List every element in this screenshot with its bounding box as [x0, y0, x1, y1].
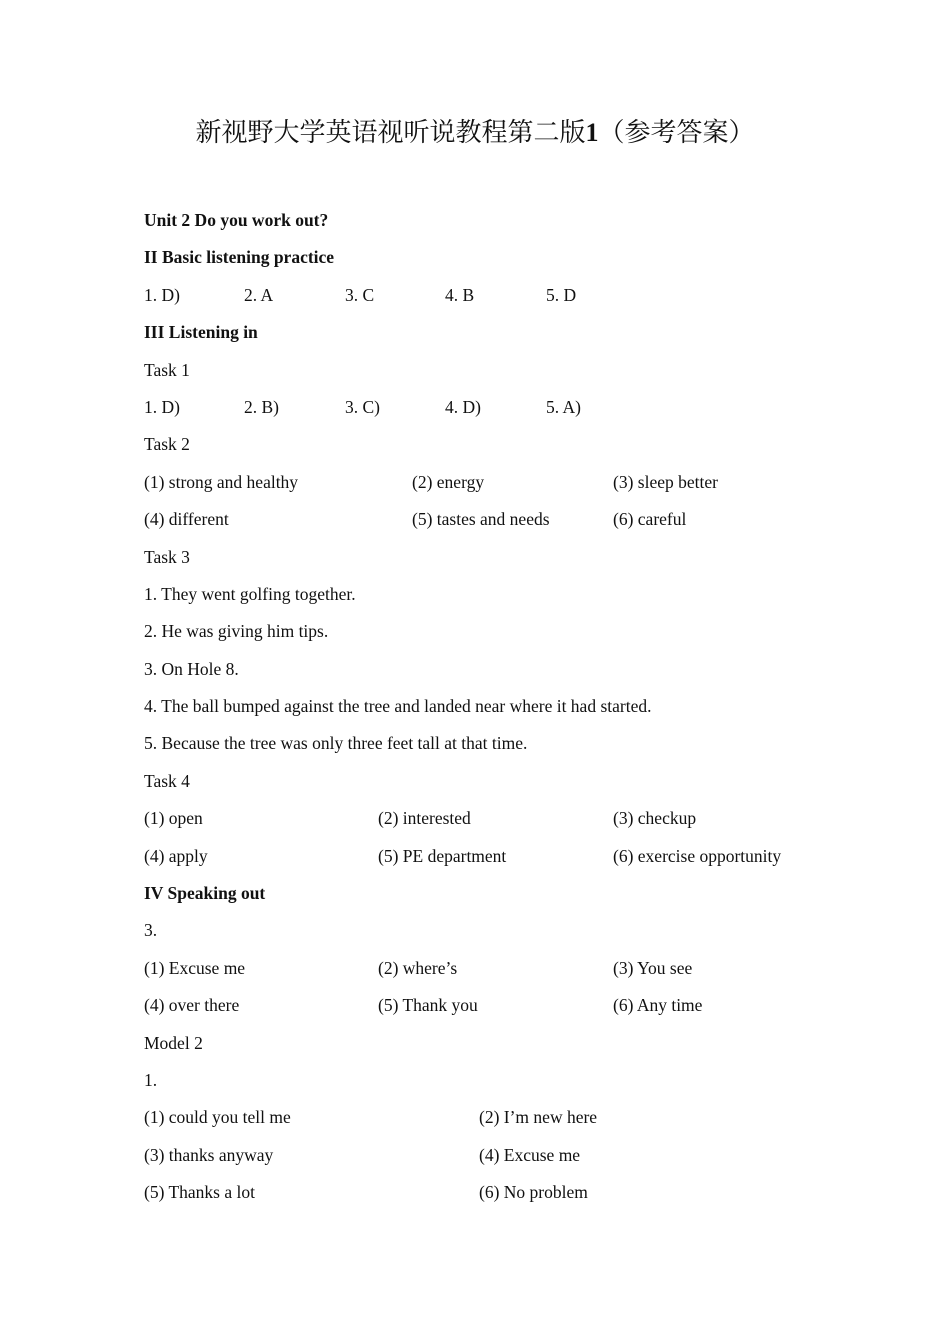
section-speaking-out-heading: IV Speaking out [144, 883, 266, 904]
answer-item: (3) You see [613, 957, 693, 978]
answer-item: (6) No problem [479, 1182, 588, 1203]
answer-item: (5) tastes and needs [412, 509, 550, 530]
title-suffix: （参考答案） [598, 118, 755, 147]
task3-answer: 4. The ball bumped against the tree and landed near where it had started. [144, 696, 652, 717]
speaking-item3-label: 3. [144, 920, 158, 941]
task2-row [144, 504, 844, 541]
answer-item: (6) exercise opportunity [613, 845, 782, 866]
task4-label: Task 4 [144, 770, 190, 791]
answer-item: (4) over there [144, 995, 240, 1016]
answer-item: 5. D [546, 284, 577, 305]
task3-answer: 1. They went golfing together. [144, 583, 356, 604]
answer-item: (6) careful [613, 509, 687, 530]
answer-item: (1) could you tell me [144, 1107, 291, 1128]
answer-item: (2) where’s [378, 957, 458, 978]
answer-item: (1) Excuse me [144, 957, 246, 978]
answer-item: (6) Any time [613, 995, 703, 1016]
task4-row [144, 841, 844, 878]
model2-row [144, 1102, 844, 1139]
page-title [0, 113, 950, 153]
unit-heading: Unit 2 Do you work out? [144, 210, 329, 230]
task3-label: Task 3 [144, 546, 190, 567]
section-basic-listening-heading: II Basic listening practice [144, 247, 335, 268]
answer-item: 4. B [445, 284, 475, 305]
title-text: 新视野大学英语视听说教程第二版 [195, 118, 586, 147]
model2-label: Model 2 [144, 1032, 203, 1053]
answer-item: (4) different [144, 509, 229, 530]
answer-item: (2) interested [378, 808, 471, 829]
speaking-item3-row [144, 990, 844, 1027]
answer-item: (2) I’m new here [479, 1107, 598, 1128]
answer-item: (1) strong and healthy [144, 471, 299, 492]
task3-answer: 5. Because the tree was only three feet tall at that time. [144, 733, 528, 754]
answer-item: 4. D) [445, 396, 481, 417]
answer-item: 2. B) [244, 396, 279, 417]
task2-label: Task 2 [144, 434, 190, 455]
answer-item: (3) checkup [613, 808, 697, 829]
answer-item: 3. C) [345, 396, 380, 417]
answer-item: 3. C [345, 284, 375, 305]
basic-listening-answers [144, 280, 844, 317]
answer-item: (4) apply [144, 845, 208, 866]
answer-item: (3) thanks anyway [144, 1144, 274, 1165]
answer-item: (4) Excuse me [479, 1144, 581, 1165]
task4-row [144, 803, 844, 840]
task1-answers [144, 392, 844, 429]
section-listening-in-heading: III Listening in [144, 322, 258, 343]
answer-content [144, 205, 844, 1215]
task3-answer: 3. On Hole 8. [144, 658, 239, 679]
model2-item1-label: 1. [144, 1069, 158, 1090]
answer-item: (5) PE department [378, 845, 507, 866]
answer-item: 5. A) [546, 396, 581, 417]
task1-label: Task 1 [144, 359, 190, 380]
answer-item: (2) energy [412, 471, 485, 492]
answer-item: 1. D) [144, 396, 180, 417]
answer-item: (5) Thanks a lot [144, 1182, 255, 1203]
answer-item: (1) open [144, 808, 203, 829]
task3-answer: 2. He was giving him tips. [144, 621, 329, 642]
answer-item: (3) sleep better [613, 471, 718, 492]
answer-item: 1. D) [144, 284, 180, 305]
speaking-item3-row [144, 953, 844, 990]
answer-item: 2. A [244, 284, 274, 305]
model2-row [144, 1177, 844, 1214]
model2-row [144, 1140, 844, 1177]
task2-row [144, 467, 844, 504]
answer-item: (5) Thank you [378, 995, 478, 1016]
title-number: 1 [585, 118, 599, 147]
